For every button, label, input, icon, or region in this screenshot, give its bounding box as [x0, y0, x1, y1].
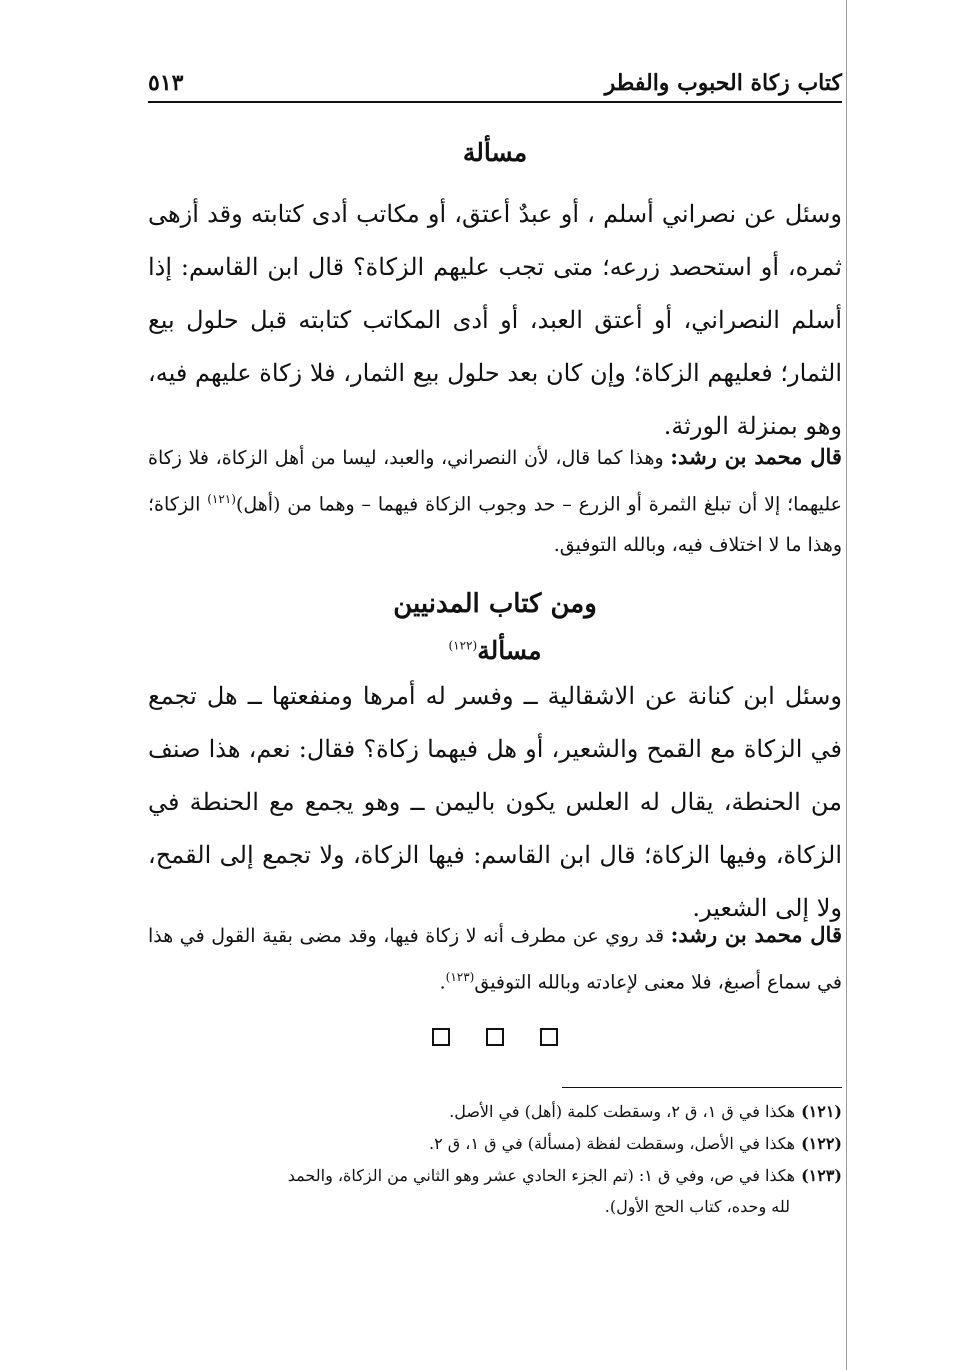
commentary-paragraph: قال محمد بن رشد: قد روي عن مطرف أنه لا زكاة فيها، وقد مضى بقية القول في هذا في سماع أصبغ، فلا معنى لإعادته وبالله التوفيق$^{(١٢٣)}$.	[148, 922, 842, 994]
question-paragraph: وسئل ابن كنانة عن الاشقالية ــ وفسر له أمرها ومنفعتها ــ هل تجمع في الزكاة مع القمح والشعير، أو هل فيهما زكاة؟ فقال: نعم، هذا صنف من الحنطة، يقال له العلس يكون باليمن ــ وهو يجمع مع الحنطة في الزكاة، وفيها الزكاة؛ قال ابن القاسم: فيها الزكاة، ولا تجمع إلى القمح، ولا إلى الشعير.	[148, 682, 842, 922]
section-heading	[148, 636, 842, 665]
header-rule	[148, 101, 842, 103]
book-heading: ومن كتاب المدنيين	[393, 589, 597, 619]
commentary-text-end: الزكاة؛ وهذا ما لا اختلاف فيه، وبالله التوفيق.	[148, 493, 842, 557]
footnote-continuation: لله وحده، كتاب الحج الأول).	[604, 1197, 790, 1216]
footnote-ref[interactable]: (١٢٣)	[445, 970, 475, 984]
footnote-number: (١٢٣)	[801, 1166, 842, 1185]
divider-square	[486, 1028, 504, 1046]
footnote-ref[interactable]: (١٢٢)	[448, 638, 478, 653]
footnote	[148, 1160, 842, 1192]
footnote-rule	[562, 1087, 842, 1088]
footnote-number: (١٢٢)	[801, 1134, 842, 1153]
commentary-paragraph	[148, 436, 842, 566]
commentary-lead: قال محمد بن رشد:	[670, 444, 842, 469]
footnote-text: هكذا في ص، وفي ق ١: (تم الجزء الحادي عشر وهو الثاني من الزكاة، والحمد	[287, 1166, 796, 1185]
commentary-text: وهذا كما قال، لأن النصراني، والعبد، ليسا من أهل الزكاة، فلا زكاة عليهما؛ إلا أن تبلغ الثمرة أو الزرع – حد وجوب الزكاة فيهما – وهما من (أهل)	[148, 447, 843, 516]
footnote	[148, 1128, 842, 1160]
page-number: ٥١٣	[148, 70, 184, 96]
footnote-text: هكذا في الأصل، وسقطت لفظة (مسألة) في ق ١، ق ٢.	[429, 1134, 796, 1153]
footnote-number: (١٢١)	[801, 1102, 842, 1121]
question-paragraph: وسئل عن نصراني أسلم ، أو عبدٌ أعتق، أو مكاتب أدى كتابته وقد أزهى ثمره، أو استحصد زرعه؛ متى تجب عليهم الزكاة؟ قال ابن القاسم: إذا أسلم النصراني، أو أعتق العبد، أو أدى المكاتب كتابته قبل حلول بيع الثمار؛ فعليهم الزكاة؛ وإن كان بعد حلول بيع الثمار، فلا زكاة عليهم فيه، وهو بمنزلة الورثة.	[148, 200, 843, 440]
running-title: كتاب زكاة الحبوب والفطر	[604, 70, 842, 96]
section-divider	[148, 1028, 842, 1050]
page-edge-line	[846, 0, 847, 1370]
commentary-lead: قال محمد بن رشد:	[670, 922, 842, 947]
section-heading-text: مسألة	[477, 636, 542, 665]
footnotes	[148, 1096, 842, 1222]
running-header	[148, 62, 842, 106]
section-heading: مسألة	[462, 138, 528, 167]
divider-square	[540, 1028, 558, 1046]
commentary-text: قد روي عن مطرف أنه لا زكاة فيها، وقد مضى بقية القول في هذا في سماع أصبغ، فلا معنى لإعادته وبالله التوفيق	[148, 925, 842, 994]
footnote	[148, 1096, 842, 1128]
divider-square	[432, 1028, 450, 1046]
footnote-ref[interactable]: (١٢١)	[207, 492, 236, 506]
footnote-text: هكذا في ق ١، ق ٢، وسقطت كلمة (أهل) في الأصل.	[449, 1102, 796, 1121]
